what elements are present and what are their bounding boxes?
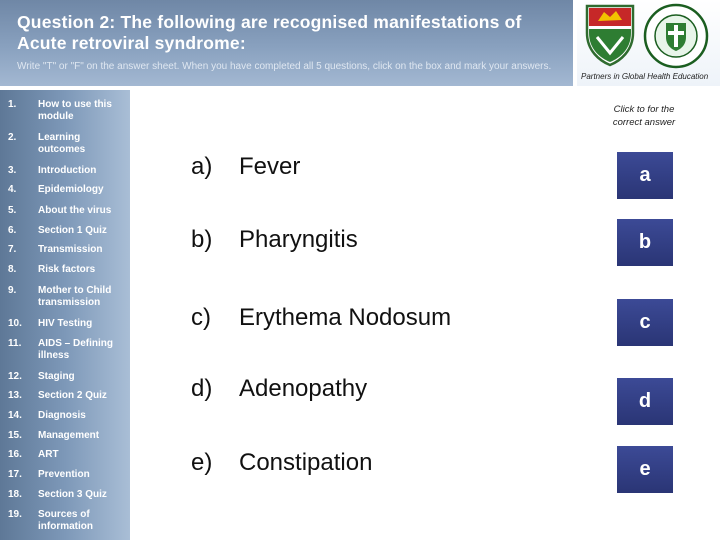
sidebar-item[interactable] xyxy=(8,338,126,362)
sidebar-item[interactable] xyxy=(8,410,126,422)
sidebar-item-label: Risk factors xyxy=(38,264,96,275)
answer-option-text: Fever xyxy=(239,153,301,180)
sidebar-item-label: Learning outcomes xyxy=(38,132,86,155)
sidebar-item-label: Section 3 Quiz xyxy=(38,489,107,500)
answer-option-text: Constipation xyxy=(239,449,373,476)
answer-option xyxy=(191,449,372,477)
university-crest-logo xyxy=(584,3,636,67)
sidebar-item-number: 2. xyxy=(8,132,17,143)
reveal-answer-button[interactable]: e xyxy=(617,446,673,493)
sidebar-item-number: 5. xyxy=(8,205,17,216)
answer-option-letter: d) xyxy=(191,375,213,402)
sidebar-item-number: 11. xyxy=(8,338,22,349)
sidebar-item-number: 4. xyxy=(8,184,17,195)
sidebar-item[interactable] xyxy=(8,318,126,330)
sidebar-item[interactable] xyxy=(8,390,126,402)
sidebar-item-number: 17. xyxy=(8,469,22,480)
sidebar-item-label: AIDS – Defining illness xyxy=(38,338,114,361)
answer-option xyxy=(191,304,451,332)
sidebar-item[interactable] xyxy=(8,205,126,217)
sidebar-item-label: Diagnosis xyxy=(38,410,86,421)
question-instruction: Write "T" or "F" on the answer sheet. When you have completed all 5 questions, click on the box and mark your answers. xyxy=(17,61,552,72)
sidebar-item-number: 12. xyxy=(8,371,22,382)
answer-option-letter: a) xyxy=(191,153,213,180)
sidebar-item-number: 13. xyxy=(8,390,22,401)
partners-caption: Partners in Global Health Education xyxy=(581,72,709,81)
sidebar-item-number: 14. xyxy=(8,410,22,421)
reveal-answer-button[interactable]: d xyxy=(617,378,673,425)
sidebar-item[interactable] xyxy=(8,430,126,442)
sidebar-item-number: 3. xyxy=(8,165,17,176)
sidebar-nav xyxy=(0,90,130,540)
sidebar-item-label: Management xyxy=(38,430,100,441)
answer-option-text: Erythema Nodosum xyxy=(239,304,452,331)
sidebar-item-label: Prevention xyxy=(38,469,90,480)
reveal-answer-button[interactable]: b xyxy=(617,219,673,266)
sidebar-item-label: About the virus xyxy=(38,205,112,216)
answer-option-text: Adenopathy xyxy=(239,375,368,402)
answer-option xyxy=(191,153,300,181)
sidebar-item[interactable] xyxy=(8,509,126,533)
reveal-answer-button[interactable]: a xyxy=(617,152,673,199)
sidebar-item-label: Introduction xyxy=(38,165,97,176)
sidebar-item[interactable] xyxy=(8,264,126,276)
sidebar-item-number: 8. xyxy=(8,264,17,275)
sidebar-item-number: 9. xyxy=(8,285,17,296)
logo-area xyxy=(577,0,720,86)
sidebar-item-number: 18. xyxy=(8,489,22,500)
sidebar-item[interactable] xyxy=(8,184,126,196)
answer-option-letter: e) xyxy=(191,449,213,476)
click-hint: Click to for the correct answer xyxy=(612,104,676,128)
sidebar-item[interactable] xyxy=(8,132,126,156)
sidebar-item-label: ART xyxy=(38,449,59,460)
answer-option xyxy=(191,226,358,254)
answer-option-text: Pharyngitis xyxy=(239,226,358,253)
answer-option-letter: b) xyxy=(191,226,213,253)
sidebar-item-label: Section 2 Quiz xyxy=(38,390,107,401)
sidebar-item-number: 6. xyxy=(8,225,17,236)
sidebar-item[interactable] xyxy=(8,371,126,383)
sidebar-item-number: 10. xyxy=(8,318,22,329)
sidebar-item[interactable] xyxy=(8,449,126,461)
answer-option-letter: c) xyxy=(191,304,211,331)
sidebar-item-number: 16. xyxy=(8,449,22,460)
sidebar-item-label: Staging xyxy=(38,371,75,382)
question-title: Question 2: The following are recognised manifestations of Acute retroviral syndrome: xyxy=(17,12,522,53)
sidebar-item-label: Epidemiology xyxy=(38,184,104,195)
sidebar-item-number: 7. xyxy=(8,244,17,255)
sidebar-item[interactable] xyxy=(8,469,126,481)
sidebar-item-number: 1. xyxy=(8,99,17,110)
college-of-medicine-seal-logo xyxy=(643,3,709,69)
sidebar-item[interactable] xyxy=(8,225,126,237)
sidebar-item-label: HIV Testing xyxy=(38,318,93,329)
answer-option xyxy=(191,375,367,403)
sidebar-item-label: How to use this module xyxy=(38,99,112,122)
sidebar-item[interactable] xyxy=(8,165,126,177)
sidebar-item-number: 19. xyxy=(8,509,22,520)
sidebar-item-label: Mother to Child transmission xyxy=(38,285,112,308)
sidebar-item[interactable] xyxy=(8,285,126,309)
reveal-answer-button[interactable]: c xyxy=(617,299,673,346)
question-header xyxy=(0,0,573,86)
sidebar-item[interactable] xyxy=(8,99,126,123)
sidebar-item[interactable] xyxy=(8,244,126,256)
sidebar-item-label: Transmission xyxy=(38,244,103,255)
sidebar-item-label: Section 1 Quiz xyxy=(38,225,107,236)
sidebar-item-number: 15. xyxy=(8,430,22,441)
sidebar-item[interactable] xyxy=(8,489,126,501)
sidebar-item-label: Sources of information xyxy=(38,509,93,532)
